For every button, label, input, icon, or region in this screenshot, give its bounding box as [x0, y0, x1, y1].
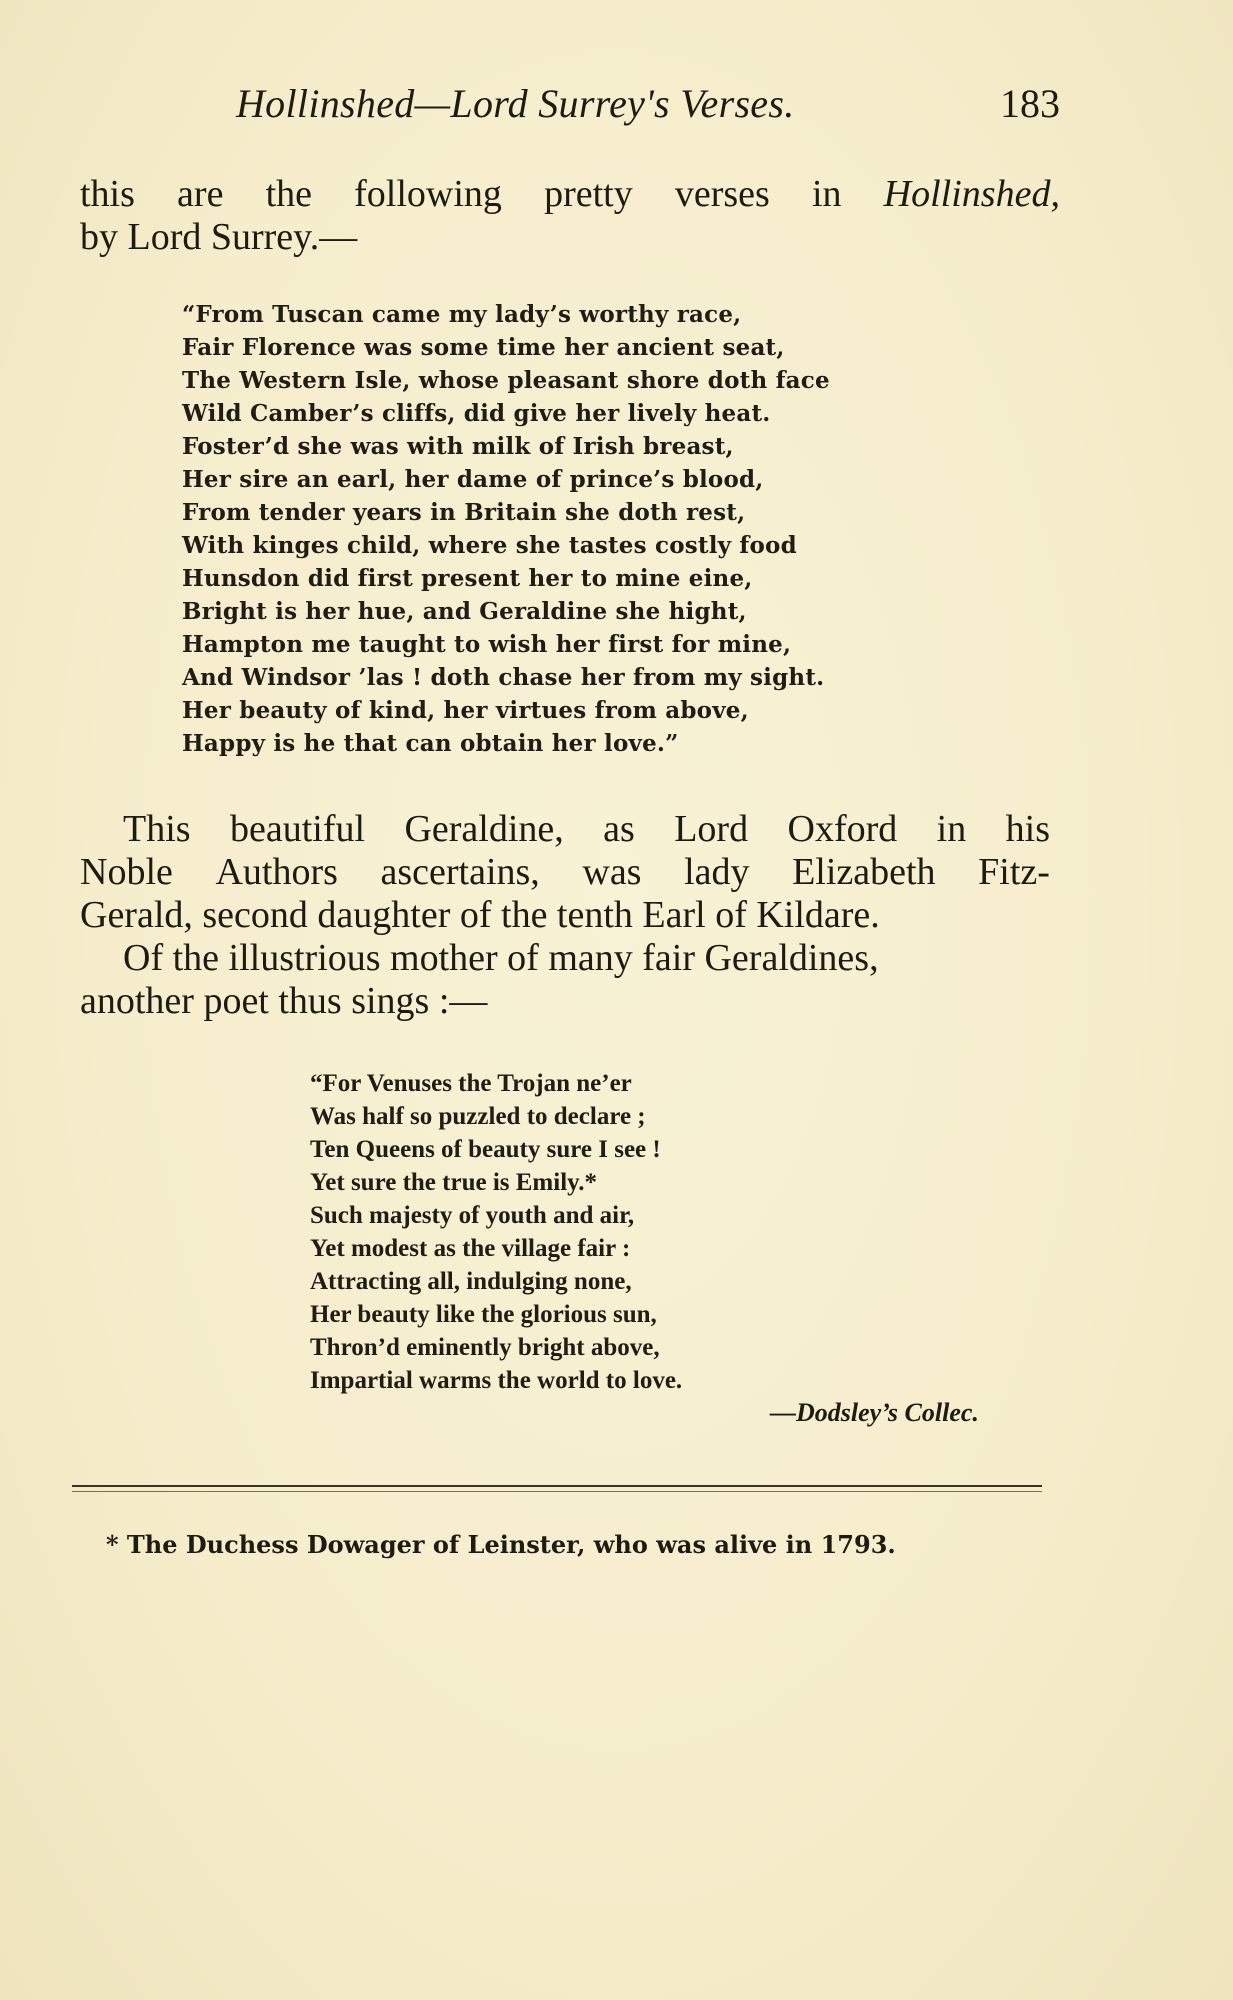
paragraph-geraldine-line-3: Gerald, second daughter of the tenth Earl of Kildare. [80, 894, 880, 936]
footnote-divider [72, 1485, 1042, 1487]
footnote-divider-thin [72, 1491, 1042, 1492]
paragraph-geraldine-line-5: another poet thus sings :— [80, 980, 488, 1022]
word: Elizabeth [792, 851, 936, 893]
verse-line: Was half so puzzled to declare ; [310, 1103, 646, 1130]
word: lady [684, 851, 750, 893]
verse-line: Her beauty like the glorious sun, [310, 1301, 657, 1328]
verse-line: Wild Camber’s cliffs, did give her lively heat. [182, 400, 771, 427]
verse-line: Yet modest as the village fair : [310, 1235, 631, 1262]
paragraph-geraldine [80, 808, 1050, 1023]
word: Noble [80, 851, 173, 893]
verse-line: Such majesty of youth and air, [310, 1202, 635, 1229]
paragraph-intro-line-1 [80, 173, 1060, 216]
paragraph-geraldine-line-2 [80, 851, 1050, 894]
page-header [230, 80, 1060, 130]
verse-attribution: —Dodsley’s Collec. [770, 1398, 979, 1427]
word: This [123, 808, 191, 850]
word: beautiful [229, 808, 366, 850]
word: following [354, 173, 502, 215]
paragraph-intro-line-2: by Lord Surrey.— [80, 216, 358, 258]
verse-line: Foster’d she was with milk of Irish breast, [182, 433, 734, 460]
verse-line: Her beauty of kind, her virtues from above, [182, 697, 749, 724]
footnote: * The Duchess Dowager of Leinster, who was alive in 1793. [106, 1530, 896, 1559]
running-head: Hollinshed—Lord Surrey's Verses. [236, 81, 795, 126]
word: verses [674, 173, 770, 215]
word: was [582, 851, 642, 893]
italic-title: Hollinshed, [883, 173, 1060, 215]
word: as [603, 808, 635, 850]
word: Authors [215, 851, 338, 893]
word: in [936, 808, 967, 850]
emily-verse [310, 1067, 682, 1397]
verse-line: Ten Queens of beauty sure I see ! [310, 1136, 661, 1163]
verse-line: “From Tuscan came my lady’s worthy race, [182, 301, 742, 328]
paragraph-geraldine-line-4: Of the illustrious mother of many fair Geraldines, [123, 937, 879, 979]
verse-line: Impartial warms the world to love. [310, 1367, 683, 1394]
paragraph-geraldine-line-1 [80, 808, 1050, 851]
verse-line: Bright is her hue, and Geraldine she hight, [182, 598, 747, 625]
verse-line: Hunsdon did first present her to mine eine, [182, 565, 753, 592]
word: his [1005, 808, 1050, 850]
verse-line: With kinges child, where she tastes costly food [182, 532, 797, 559]
word: pretty [544, 173, 633, 215]
verse-line: Thron’d eminently bright above, [310, 1334, 660, 1361]
verse-line: “For Venuses the Trojan ne’er [310, 1070, 632, 1097]
word: Lord [674, 808, 749, 850]
verse-line: The Western Isle, whose pleasant shore doth face [182, 367, 830, 394]
verse-line: Her sire an earl, her dame of prince’s blood, [182, 466, 764, 493]
page-number: 183 [1000, 81, 1060, 126]
verse-line: Fair Florence was some time her ancient seat, [182, 334, 785, 361]
verse-line: Yet sure the true is Emily.* [310, 1169, 598, 1196]
word: Geraldine, [404, 808, 564, 850]
verse-line: And Windsor ’las ! doth chase her from my sight. [182, 664, 825, 691]
word: Fitz- [978, 851, 1050, 893]
word: the [265, 173, 313, 215]
word: Oxford [787, 808, 898, 850]
verse-line: Happy is he that can obtain her love.” [182, 730, 679, 757]
verse-line: From tender years in Britain she doth rest, [182, 499, 746, 526]
word: are [177, 173, 224, 215]
word: this [80, 173, 135, 215]
paragraph-intro [80, 173, 1060, 259]
surrey-verse [182, 298, 830, 760]
word: ascertains, [380, 851, 540, 893]
word: in [811, 173, 842, 215]
verse-line: Attracting all, indulging none, [310, 1268, 632, 1295]
verse-line: Hampton me taught to wish her first for mine, [182, 631, 792, 658]
